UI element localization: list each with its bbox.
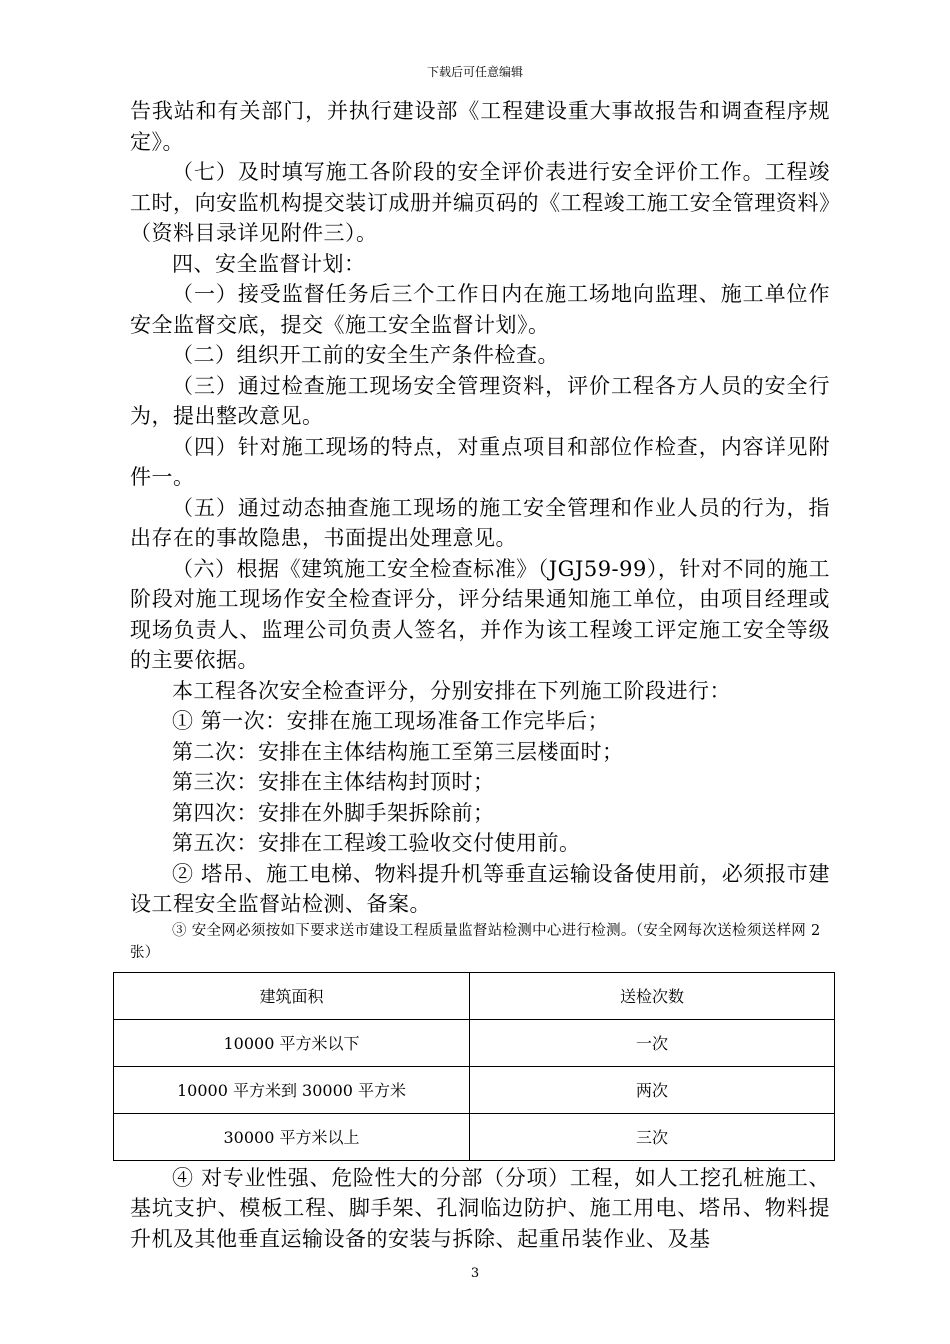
paragraph: 告我站和有关部门，并执行建设部《工程建设重大事故报告和调查程序规定》。 [130,99,830,154]
table-header-cell: 送检次数 [470,972,835,1019]
paragraph: （五）通过动态抽查施工现场的施工安全管理和作业人员的行为，指出存在的事故隐患，书面提出处理意见。 [130,495,830,550]
table-row [114,1019,835,1066]
paragraph: ② 塔吊、施工电梯、物料提升机等垂直运输设备使用前，必须报市建设工程安全监督站检测、备案。 [130,861,830,916]
paragraph: （七）及时填写施工各阶段的安全评价表进行安全评价工作。工程竣工时，向安监机构提交装订成册并编页码的《工程竣工施工安全管理资料》（资料目录详见附件三）。 [130,160,830,245]
table-cell: 一次 [470,1019,835,1066]
list-item: 第二次：安排在主体结构施工至第三层楼面时； [172,739,624,764]
page-header: 下载后可任意编辑 [426,65,523,79]
table-row [114,1113,835,1160]
paragraph: （六）根据《建筑施工安全检查标准》（JGJ59-99），针对不同的施工阶段对施工现场作安全检查评分，评分结果通知施工单位，由项目经理或现场负责人、监理公司负责人签名，并作为该工程竣工评定施工安全等级的主要依据。 [130,556,830,672]
table-cell: 10000 平方米到 30000 平方米 [114,1066,470,1113]
paragraph: （一）接受监督任务后三个工作日内在施工场地向监理、施工单位作安全监督交底，提交《施工安全监督计划》。 [130,282,830,337]
table-cell: 30000 平方米以上 [114,1113,470,1160]
table-header-cell: 建筑面积 [114,972,470,1019]
document-body [130,96,830,1254]
page-number: 3 [470,1266,480,1281]
section-heading: 四、安全监督计划： [172,251,366,276]
table-cell: 三次 [470,1113,835,1160]
paragraph: ④ 对专业性强、危险性大的分部（分项）工程，如人工挖孔桩施工、基坑支护、模板工程、脚手架、孔洞临边防护、施工用电、塔吊、物料提升机及其他垂直运输设备的安装与拆除、起重吊装作业、及基 [130,1165,830,1251]
list-item: ① 第一次：安排在施工现场准备工作完毕后； [172,709,610,733]
table-header-row [114,972,835,1019]
safety-net-note: ③ 安全网必须按如下要求送市建设工程质量监督站检测中心进行检测。（安全网每次送检须送样网 2 张） [130,922,821,961]
paragraph: 本工程各次安全检查评分，分别安排在下列施工阶段进行： [172,678,731,703]
table-row [114,1066,835,1113]
list-item: 第四次：安排在外脚手架拆除前； [172,800,495,825]
inspection-table [113,972,835,1161]
table-cell: 10000 平方米以下 [114,1019,470,1066]
list-item: 第三次：安排在主体结构封顶时； [172,770,495,794]
paragraph: （四）针对施工现场的特点，对重点项目和部位作检查，内容详见附件一。 [130,434,830,489]
paragraph: （三）通过检查施工现场安全管理资料，评价工程各方人员的安全行为，提出整改意见。 [130,373,830,428]
paragraph: （二）组织开工前的安全生产条件检查。 [172,343,559,367]
table-cell: 两次 [470,1066,835,1113]
list-item: 第五次：安排在工程竣工验收交付使用前。 [172,831,581,855]
